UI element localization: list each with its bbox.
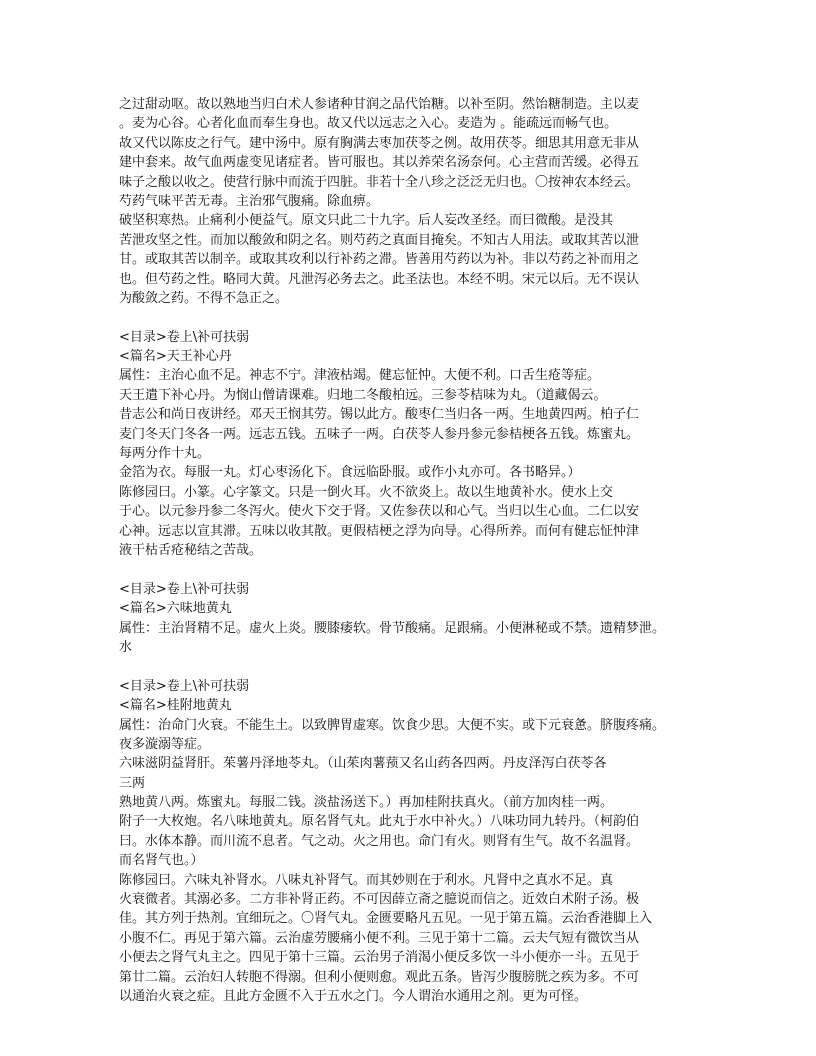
paragraph-gap bbox=[119, 560, 709, 579]
text-line: 火衰微者。其溺必多。二方非补肾正药。不可因薛立斋之臆说而信之。近效白术附子汤。极 bbox=[119, 892, 640, 908]
text-line: 心神。远志以宣其滞。五味以收其散。更假桔梗之浮为向导。心得所养。而何有健忘怔忡津 bbox=[119, 523, 640, 539]
text-line: 陈修园曰。六味丸补肾水。八味丸补肾气。而其妙则在于利水。凡肾中之真水不足。真 bbox=[119, 872, 614, 888]
text-line: 以通治火衰之症。且此方金匮不入于五水之门。今人谓治水通用之剂。更为可怪。 bbox=[119, 988, 588, 1004]
text-line: 熟地黄八两。炼蜜丸。每服二钱。淡盐汤送下。）再加桂附扶真火。（前方加肉桂一两。 bbox=[119, 795, 614, 811]
text-line: 天王遣下补心丹。为悯山僧请课难。归地二冬酸柏远。三参苓桔味为丸。（道藏偈云。 bbox=[119, 387, 607, 403]
text-line: 破坚积寒热。止痛利小便益气。原文只此二十九字。后人妄改圣经。而曰微酸。是没其 bbox=[119, 213, 614, 229]
text-line: 曰。水体本静。而川流不息者。气之动。火之用也。命门有火。则肾有生气。故不名温肾。 bbox=[119, 833, 640, 849]
text-line: 也。但芍药之性。略同大黄。凡泄泻必务去之。此圣法也。本经不明。宋元以后。无不误认 bbox=[119, 271, 640, 287]
text-line: 建中套来。故气血两虚变见诸症者。皆可服也。其以养荣名汤奈何。心主营而苦缓。必得五 bbox=[119, 155, 640, 171]
text-line: 之过甜动呕。故以熟地当归白术人参诸种甘润之品代饴糖。以补至阴。然饴糖制造。主以麦 bbox=[119, 97, 640, 112]
paragraph-gap bbox=[119, 308, 709, 327]
text-line: 故又代以陈皮之行气。建中汤中。原有胸满去枣加茯苓之例。故用茯苓。细思其用意无非从 bbox=[119, 135, 640, 151]
text-line: 第廿二篇。云治妇人转胞不得溺。但利小便则愈。观此五条。皆泻少腹膀胱之疾为多。不可 bbox=[119, 969, 640, 985]
text-line: 每两分作十丸。 bbox=[119, 446, 211, 462]
text-line: 三两 bbox=[119, 775, 146, 791]
text-line: 小便去之肾气丸主之。四见于第十三篇。云治男子消渴小便反多饮一斗小便亦一斗。五见于 bbox=[119, 950, 640, 966]
text-line: 小腹不仁。再见于第六篇。云治虚劳腰痛小便不利。三见于第十二篇。云夫气短有微饮当从 bbox=[119, 930, 640, 946]
text-line: 金箔为衣。每服一丸。灯心枣汤化下。食远临卧服。或作小丸亦可。各书略异。） bbox=[119, 465, 581, 481]
text-line: 附子一大枚炮。名八味地黄丸。原名肾气丸。此丸于水中补火。）八味功同九转丹。（柯韵伯 bbox=[119, 814, 640, 830]
text-line: <篇名>天王补心丹 bbox=[119, 349, 232, 365]
text-line: 而名肾气也。） bbox=[119, 853, 204, 869]
text-line: 佳。其方列于热剂。宜细玩之。〇肾气丸。金匮要略凡五见。一见于第五篇。云治香港脚上入 bbox=[119, 911, 653, 927]
text-line: <目录>卷上\补可扶弱 bbox=[119, 678, 250, 694]
paragraph-gap bbox=[119, 657, 709, 676]
text-line: 夜多漩溺等症。 bbox=[119, 736, 211, 752]
text-line: 属性：主治心血不足。神志不宁。津液枯竭。健忘怔忡。大便不利。口舌生疮等症。 bbox=[119, 368, 601, 384]
text-line: 苦泄攻坚之性。而加以酸敛和阴之名。则芍药之真面目掩矣。不知古人用法。或取其苦以泄 bbox=[119, 232, 640, 248]
text-line: 液干枯舌疮秘结之苦哉。 bbox=[119, 542, 263, 558]
text-line: 属性：治命门火衰。不能生土。以致脾胃虚寒。饮食少思。大便不实。或下元衰惫。脐腹疼痛。 bbox=[119, 717, 666, 733]
text-line: <篇名>桂附地黄丸 bbox=[119, 698, 232, 714]
text-line: 水 bbox=[119, 639, 133, 655]
text-line: <篇名>六味地黄丸 bbox=[119, 601, 232, 617]
document-body bbox=[119, 95, 709, 1006]
text-line: 昔志公和尚日夜讲经。邓天王悯其劳。锡以此方。酸枣仁当归各一两。生地黄四两。柏子仁 bbox=[119, 407, 640, 423]
text-line: <目录>卷上\补可扶弱 bbox=[119, 329, 250, 345]
text-line: 陈修园曰。小篆。心字篆文。只是一倒火耳。火不欲炎上。故以生地黄补水。使水上交 bbox=[119, 484, 614, 500]
text-line: 六味滋阴益肾肝。茱薯丹泽地苓丸。（山茱肉薯蓣又名山药各四两。丹皮泽泻白茯苓各 bbox=[119, 756, 607, 772]
text-line: 为酸敛之药。不得不急正之。 bbox=[119, 290, 289, 306]
text-line: 芍药气味平苦无毒。主治邪气腹痛。除血痹。 bbox=[119, 193, 380, 209]
text-line: 。麦为心谷。心者化血而奉生身也。故又代以远志之入心。麦造为 。能疏远而畅气也。 bbox=[119, 116, 618, 132]
text-line: 属性：主治肾精不足。虚火上炎。腰膝痿软。骨节酸痛。足跟痛。小便淋秘或不禁。遗精梦泄。 bbox=[119, 620, 666, 636]
text-line: 麦门冬天门冬各一两。远志五钱。五味子一两。白茯苓人参丹参元参桔梗各五钱。炼蜜丸。 bbox=[119, 426, 640, 442]
text-line: 味子之酸以收之。使营行脉中而流于四脏。非若十全八珍之泛泛无归也。〇按神农本经云。 bbox=[119, 174, 640, 190]
text-line: 甘。或取其苦以制辛。或取其攻利以行补药之滞。皆善用芍药以为补。非以芍药之补而用之 bbox=[119, 252, 640, 268]
text-line: 于心。以元参丹参二冬泻火。使火下交于肾。又佐参茯以和心气。当归以生心血。二仁以安 bbox=[119, 504, 640, 520]
text-line: <目录>卷上\补可扶弱 bbox=[119, 581, 250, 597]
